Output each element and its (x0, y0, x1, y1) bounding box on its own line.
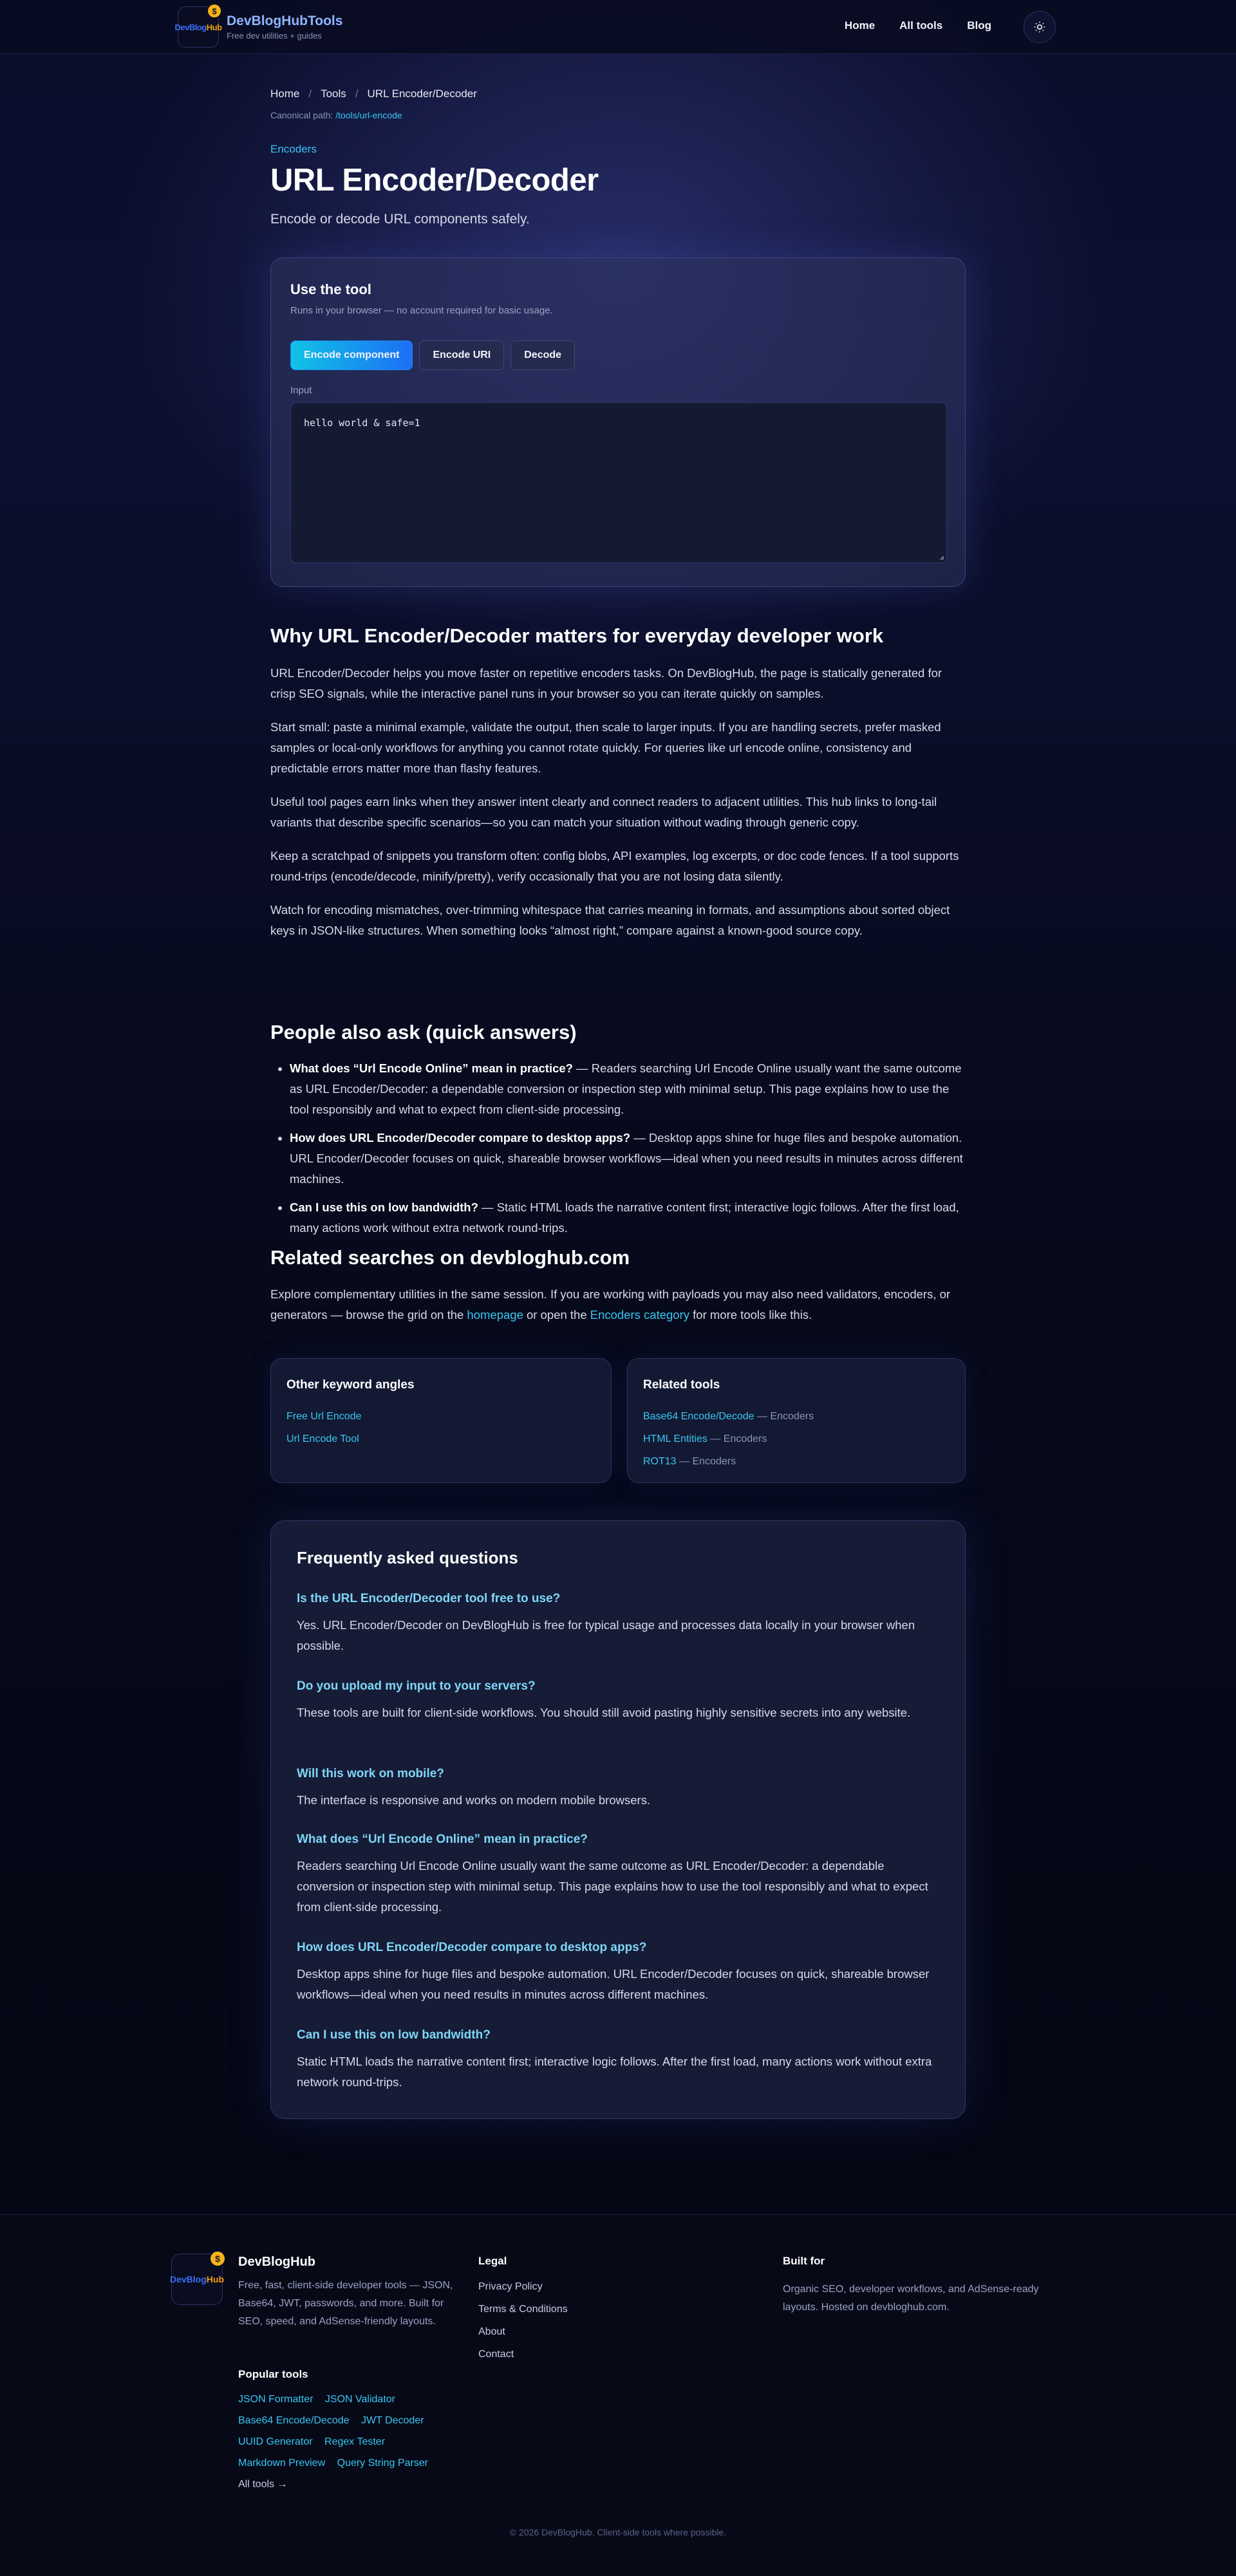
faq-section (270, 1520, 966, 2119)
popular-tools-title: Popular tools (238, 2368, 308, 2380)
resize-handle-icon[interactable]: ◢ (939, 553, 944, 561)
paa-heading: People also ask (quick answers) (270, 1021, 577, 1043)
faq-question: What does “Url Encode Online” mean in practice? (297, 1833, 588, 1846)
terms-link[interactable]: Terms & Conditions (478, 2304, 568, 2315)
tool-subtitle: Runs in your browser — no account required for basic usage. (290, 305, 553, 316)
why-paragraph: Useful tool pages earn links when they answer intent clearly and connect readers to adjacent utilities. This hub links to long-tail variants that describe specific scenarios—so you can match your situation without wading through generic copy. (270, 795, 937, 829)
faq-answer: Static HTML loads the narrative content first; interactive logic follows. After the first load, many actions work without extra network round-trips. (297, 2055, 932, 2089)
list-item: HTML Entities — Encoders (643, 1433, 767, 1444)
footer-description: Free, fast, client-side developer tools — JSON, Base64, JWT, passwords, and more. Built for SEO, speed, and AdSense-friendly layouts. (238, 2280, 453, 2327)
logo-mark: DevBlogHub (170, 2274, 225, 2284)
input-textarea[interactable] (290, 402, 947, 563)
popular-tool-link[interactable]: JSON Formatter (238, 2394, 314, 2405)
breadcrumb-tools[interactable]: Tools (321, 88, 346, 100)
faq-question: Can I use this on low bandwidth? (297, 2028, 491, 2042)
logo-mark: DevBlogHub (174, 22, 222, 32)
main-nav (845, 19, 991, 32)
breadcrumb-separator: / (355, 88, 359, 100)
category-link[interactable]: Encoders (270, 143, 317, 155)
logo-badge: $ (209, 2250, 226, 2267)
list-item: • Can I use this on low bandwidth? — Static HTML loads the narrative content first; interactive logic follows. After the first load, many actions work without extra network round-trips. (290, 1197, 966, 1238)
keyword-link[interactable]: Free Url Encode (286, 1411, 362, 1422)
keyword-link[interactable]: Url Encode Tool (286, 1433, 359, 1444)
nav-all-tools[interactable]: All tools (899, 19, 943, 32)
homepage-link[interactable]: homepage (467, 1308, 523, 1321)
input-value: hello world & safe=1 (304, 417, 420, 429)
logo-badge: $ (207, 3, 222, 19)
related-tool-link[interactable]: ROT13 (643, 1456, 677, 1467)
tab-encode-component[interactable]: Encode component (290, 341, 413, 370)
faq-question: Will this work on mobile? (297, 1767, 444, 1780)
breadcrumb-separator: / (308, 88, 312, 100)
card-title: Related tools (643, 1378, 720, 1392)
faq-question: Do you upload my input to your servers? (297, 1679, 536, 1693)
faq-answer: These tools are built for client-side workflows. You should still avoid pasting highly sensitive secrets into any website. (297, 1706, 911, 1719)
tool-panel (270, 257, 966, 587)
category-link[interactable]: Encoders category (590, 1308, 690, 1321)
why-paragraph: Start small: paste a minimal example, validate the output, then scale to larger inputs. If you are handling secrets, prefer masked samples or local-only workflows for anything you cannot rotate quickly. For queries like url encode online, consistency and predictable errors matter more than flashy features. (270, 720, 941, 775)
popular-tool-link[interactable]: Base64 Encode/Decode (238, 2415, 350, 2426)
popular-tools-list (238, 2389, 470, 2474)
legal-title: Legal (478, 2255, 507, 2267)
brand-link[interactable] (174, 6, 343, 48)
faq-answer: Yes. URL Encoder/Decoder on DevBlogHub is free for typical usage and processes data locally in your browser when possible. (297, 1618, 915, 1652)
tool-title: Use the tool (290, 281, 371, 297)
copyright: © 2026 DevBlogHub. Client-side tools where possible. (509, 2527, 727, 2537)
footer-logo (171, 2254, 223, 2305)
popular-tool-link[interactable]: Query String Parser (337, 2458, 428, 2469)
site-footer (0, 2214, 1236, 2576)
about-link[interactable]: About (478, 2326, 505, 2337)
related-tool-link[interactable]: HTML Entities (643, 1433, 707, 1444)
related-tools-card (627, 1358, 966, 1483)
tab-encode-uri[interactable]: Encode URI (419, 341, 504, 370)
contact-link[interactable]: Contact (478, 2349, 514, 2360)
popular-tool-link[interactable]: Regex Tester (324, 2436, 386, 2447)
list-item: Base64 Encode/Decode — Encoders (643, 1411, 814, 1422)
canonical-link[interactable]: /tools/url-encode (335, 110, 402, 120)
popular-tool-link[interactable]: Markdown Preview (238, 2458, 326, 2469)
canonical-path: Canonical path: /tools/url-encode (270, 110, 402, 120)
keyword-angles-card (270, 1358, 612, 1483)
breadcrumb-home[interactable]: Home (270, 88, 300, 100)
list-item: • How does URL Encoder/Decoder compare to desktop apps? — Desktop apps shine for huge files and bespoke automation. URL Encoder/Decoder focuses on quick, shareable browser workflows—ideal when you need results in minutes across different machines. (290, 1128, 966, 1190)
footer-built-for (783, 2255, 825, 2275)
faq-question: How does URL Encoder/Decoder compare to desktop apps? (297, 1941, 647, 1954)
site-header (0, 0, 1236, 54)
breadcrumb-current: URL Encoder/Decoder (367, 88, 477, 100)
why-paragraph: URL Encoder/Decoder helps you move faster on repetitive encoders tasks. On DevBlogHub, the page is statically generated for crisp SEO signals, while the interactive panel runs in your browser so you can iterate quickly on samples. (270, 666, 942, 700)
why-heading: Why URL Encoder/Decoder matters for everyday developer work (270, 624, 884, 647)
footer-legal (478, 2255, 568, 2366)
list-item: • What does “Url Encode Online” mean in practice? — Readers searching Url Encode Online usually want the same outcome as URL Encoder/Decoder: a dependable conversion or inspection step with minimal setup. This page explains how to use the tool responsibly and what to expect from client-side processing. (290, 1058, 966, 1120)
brand-tagline: Free dev utilities + guides (227, 31, 322, 41)
page-title: URL Encoder/Decoder (270, 163, 599, 198)
why-paragraph: Watch for encoding mismatches, over-trimming whitespace that carries meaning in formats, and assumptions about sorted object keys in JSON-like structures. When something looks “almost right,” compare against a known-good source copy. (270, 903, 950, 937)
related-tool-link[interactable]: Base64 Encode/Decode (643, 1411, 754, 1422)
mode-tabs (290, 341, 575, 370)
why-paragraph: Keep a scratchpad of snippets you transform often: config blobs, API examples, log excerpts, or doc code fences. If a tool supports round-trips (encode/decode, minify/pretty), verify occasionally that you are not losing data silently. (270, 849, 959, 883)
card-title: Other keyword angles (286, 1378, 415, 1392)
built-title: Built for (783, 2255, 825, 2267)
brand-name: DevBlogHubTools (227, 14, 343, 28)
input-label: Input (290, 385, 312, 396)
footer-brand: DevBlogHub (238, 2255, 315, 2269)
paa-list (290, 1058, 966, 1246)
related-heading: Related searches on devbloghub.com (270, 1246, 630, 1269)
site-logo (174, 6, 222, 48)
tab-decode[interactable]: Decode (510, 341, 575, 370)
why-section (270, 663, 966, 954)
faq-title: Frequently asked questions (297, 1548, 518, 1567)
privacy-link[interactable]: Privacy Policy (478, 2281, 543, 2292)
faq-answer: Readers searching Url Encode Online usually want the same outcome as URL Encoder/Decoder: a dependable conversion or inspection step with minimal setup. This page explains how to use the tool responsibly and what to expect from client-side processing. (297, 1859, 928, 1914)
related-text: Explore complementary utilities in the same session. If you are working with payloads you may also need validators, encoders, or generators — browse the grid on the homepage or open the Encoders category for more tools like this. (270, 1287, 951, 1321)
nav-blog[interactable]: Blog (967, 19, 991, 32)
faq-answer: Desktop apps shine for huge files and bespoke automation. URL Encoder/Decoder focuses on quick, shareable browser workflows—ideal when you need results in minutes across different machines. (297, 1967, 930, 2001)
popular-tool-link[interactable]: UUID Generator (238, 2436, 313, 2447)
popular-tool-link[interactable]: JWT Decoder (361, 2415, 424, 2426)
theme-toggle-button[interactable] (1024, 11, 1056, 43)
sun-icon (1033, 21, 1046, 33)
breadcrumb (270, 88, 477, 100)
nav-home[interactable]: Home (844, 19, 876, 32)
list-item: ROT13 — Encoders (643, 1456, 736, 1467)
popular-tool-link[interactable]: JSON Validator (324, 2394, 395, 2405)
built-text: Organic SEO, developer workflows, and AdSense-ready layouts. Hosted on devbloghub.com. (783, 2284, 1039, 2313)
faq-answer: The interface is responsive and works on modern mobile browsers. (297, 1793, 651, 1807)
faq-question: Is the URL Encoder/Decoder tool free to use? (297, 1592, 561, 1605)
all-tools-link[interactable]: All tools → (238, 2479, 288, 2490)
page-subtitle: Encode or decode URL components safely. (270, 212, 530, 227)
